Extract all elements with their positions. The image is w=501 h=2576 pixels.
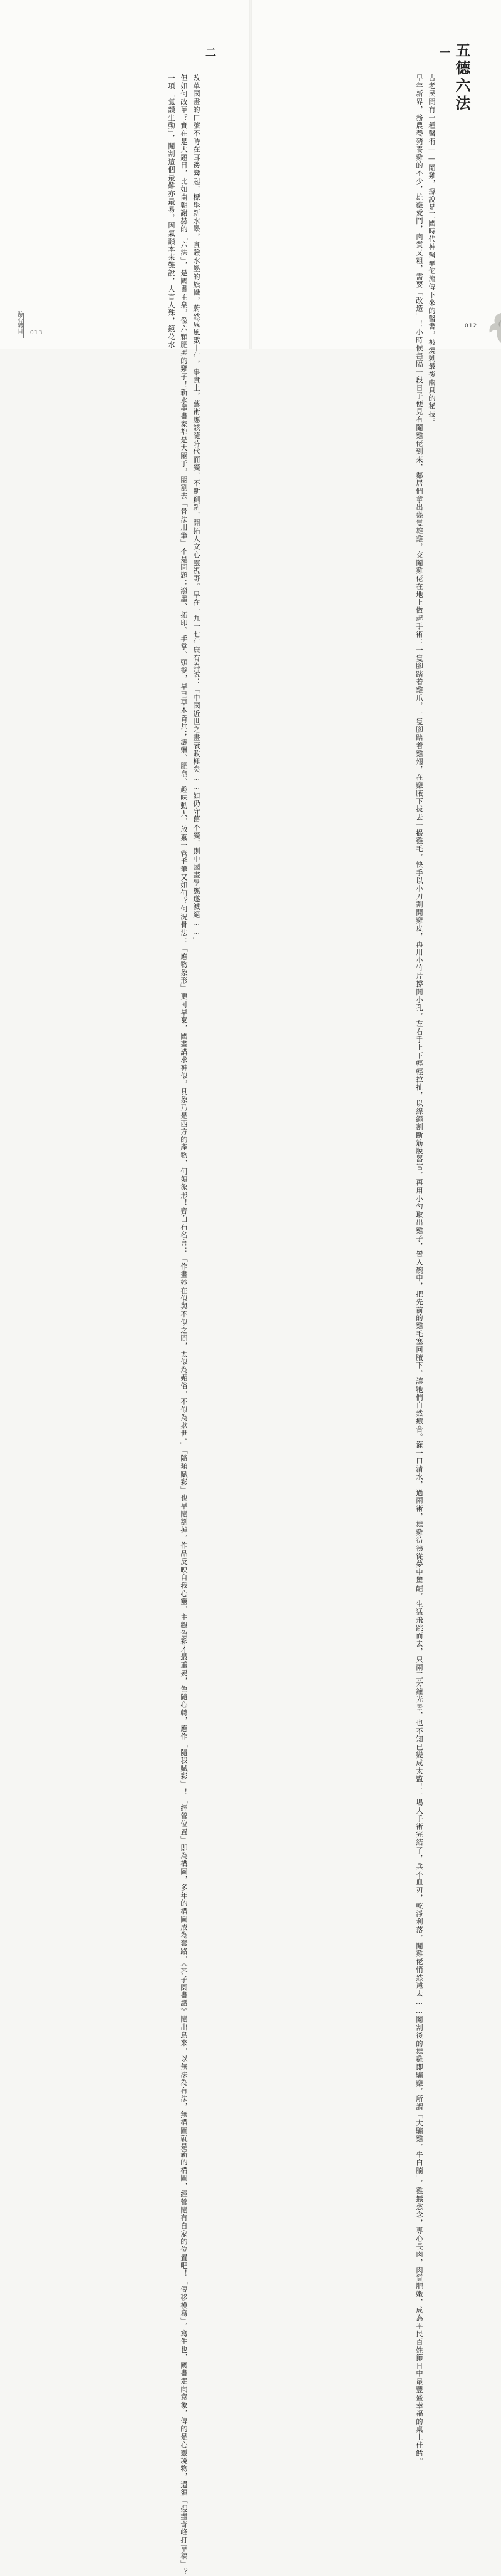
right-page-body — [264, 58, 438, 2466]
paragraph: 改革國畫的口號不時在耳邊響起，標舉新水墨，實驗水墨的旗幟，蔚然成風數十年，事實上，藝術應該隨時代而變，不斷創新，開拓人文心靈視野。早在一九一七年康有為說：「中國近世之畫衰敗極矣……如仍守舊不變，則中國畫學應遂滅絕……」 — [192, 58, 200, 945]
page-number-left: 013 — [30, 330, 43, 336]
paragraph: 早年新界，務農養豬養雞的不少，雄雞愛鬥，肉質又粗，需要「改造」！小時候每隔一段日子便見有閹雞佬到來，鄰居們拿出幾隻雄雞，交閹雞佬在地上做起手術：一隻腳踏着雞爪，一隻腳踏着雞翅，在雞腋下拔去一撮雞毛，快手以小刀割開雞皮，再用小竹片撐開小孔，左右手上下輕輕拉扯，以線繩割斷筋膜器官，再用小勺取出雞子，置入碗中，把先前的雞毛塞回腋下，讓牠們自然癒合。灌一口清水，過兩術，雄雞彷彿從夢中驚醒，生猛飛跳而去，只兩三分鐘光景，也不知已變成太監！一場大手術完結了，兵不血刃，乾淨利落，閹雞佬悄然遠去……閹割後的雄雞即騸雞，所謂「大騸雞，牛白腩」，雞無愁念，專心長肉，肉質肥嫩，成為平民百姓節日中最豐盛幸福的桌上佳餚。 — [415, 58, 423, 2466]
book-gutter — [249, 0, 252, 349]
page-number-right: 012 — [465, 323, 478, 329]
paragraph: 但如何改革？實在是大題目，比如南朝謝赫的「六法」，是國畫主臬，像六顆肥美的雞子！新水墨畫家都是大閹手，閹割去「骨法用筆」不是問題；潑墨、拓印、手掌、頭髮，早已草木皆兵；灑蠟、肥皂、趣味動人，放棄一管毛筆又如何？何況骨法：「應物象形」更可早棄，國畫講求神似，具象乃是西方的產物，何須象形！齊白石名言：「作畫妙在似與不似之間，太似為媚俗，不似為欺世。」「隨類賦彩」也早閹割掉，作品反映自我心靈，主觀色彩才最重要，色隨心轉，應作「隨我賦彩」！「經營位置」即為構圖，多年的構圖成為套路，《芥子園畫譜》閹出鳥來，以無法為有法，無構圖就是新的構圖，經營閹有自家的位置吧！「傳移模寫」，寫生也，國畫走向意象，傳的是心靈境物，還須「搜盡奇峰打草稿」？ — [180, 58, 188, 2576]
section-heading-two: 二 — [203, 47, 215, 58]
running-head-rule — [23, 313, 24, 338]
paragraph: 一項「氣韻生動」，閹割這個最難亦最易，因氣韻本來難說，人言人殊，鏡花水 — [167, 58, 175, 349]
bird-illustration — [482, 308, 501, 344]
paragraph: 古老民間有一種醫術——閹雞，據說是三國時代神醫華佗流傳下來的醫書，被燒剩最後兩頁的秘技。 — [428, 58, 436, 426]
section-heading-one: 一 — [437, 47, 450, 58]
chapter-title: 五德六法 — [453, 43, 471, 113]
running-head: 游心騁目 — [16, 311, 23, 334]
